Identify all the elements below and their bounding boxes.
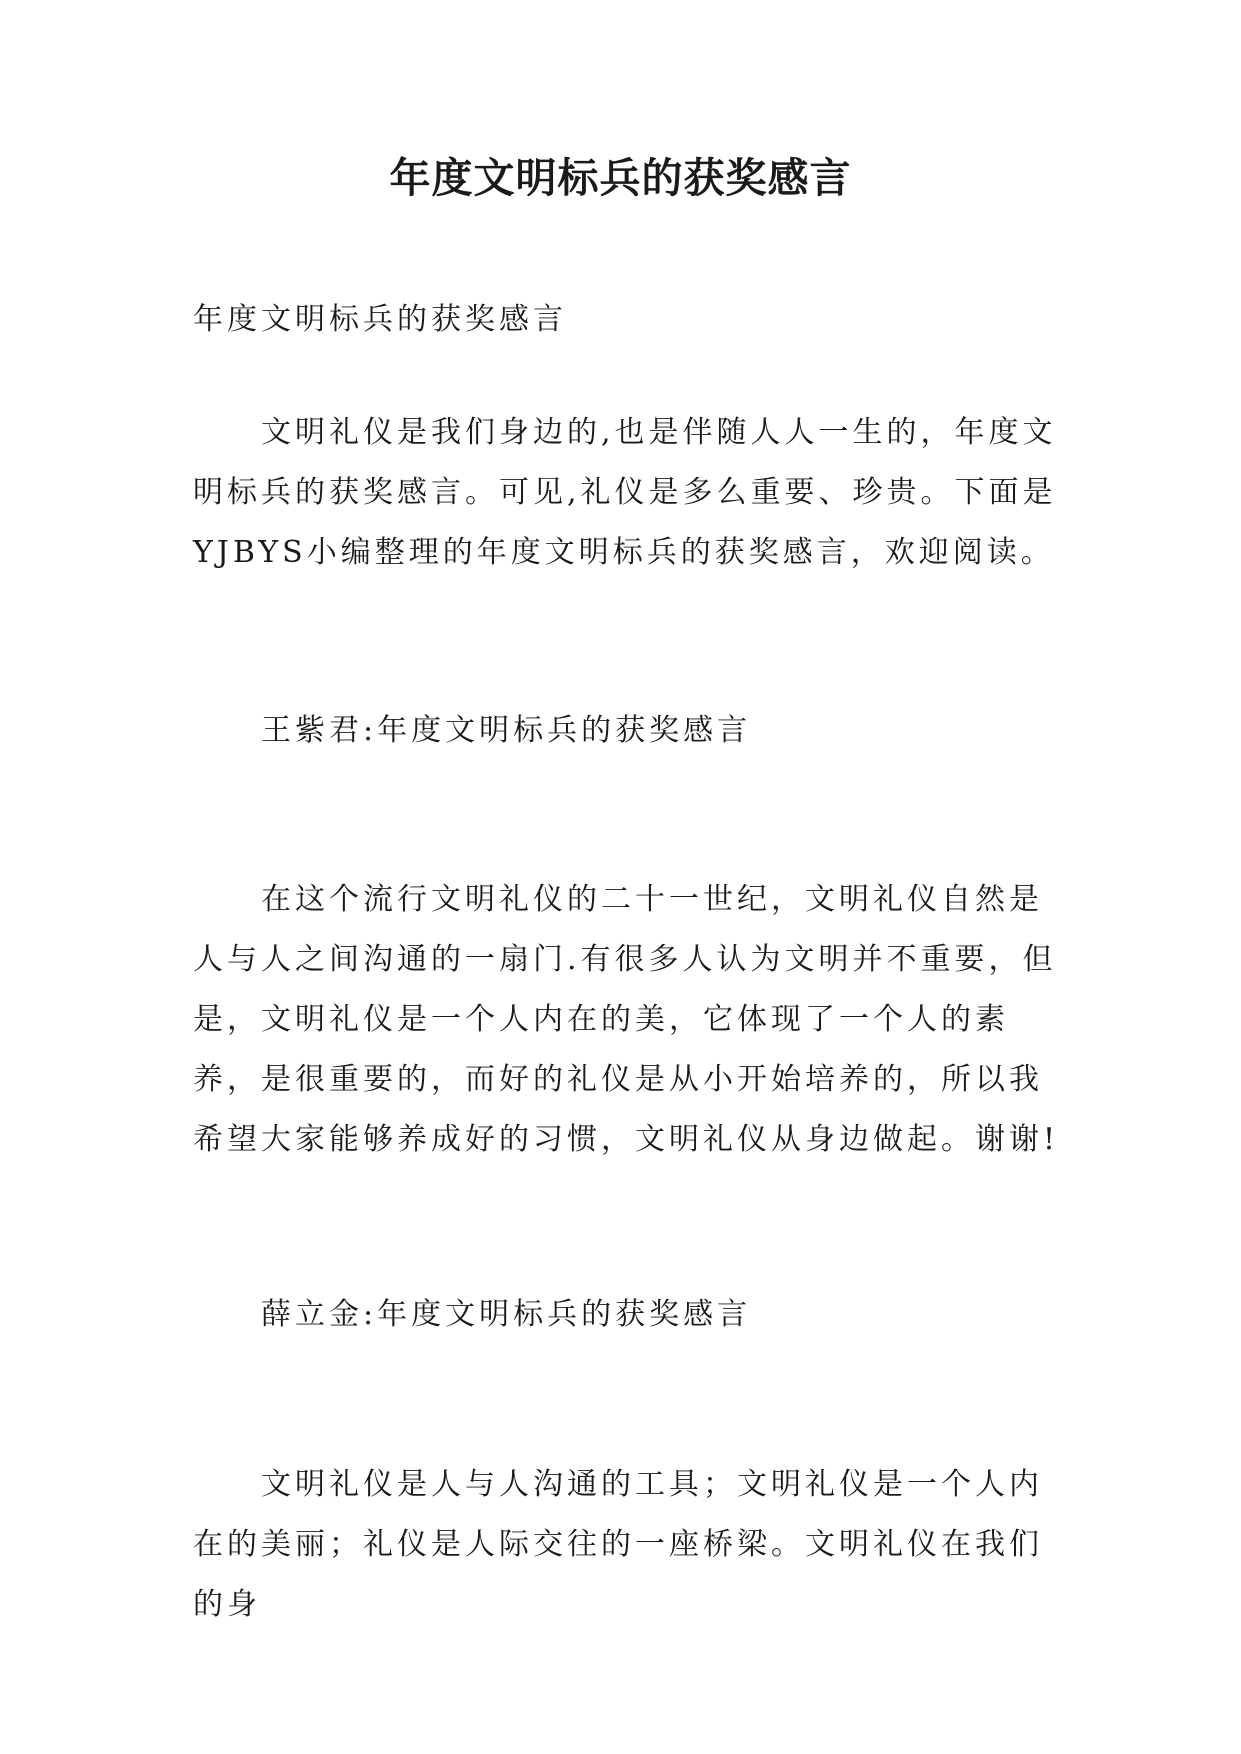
- section-heading-wang: 王紫君:年度文明标兵的获奖感言: [261, 713, 752, 748]
- section-body-wang: 在这个流行文明礼仪的二十一世纪，文明礼仪自然是人与人之间沟通的一扇门.有很多人认为文明并不重要，但是，文明礼仪是一个人内在的美，它体现了一个人的素养，是很重要的，而好的礼仪是从小开始培养的，所以我希望大家能够养成好的习惯，文明礼仪从身边做起。谢谢!: [193, 882, 1060, 1157]
- document-title: 年度文明标兵的获奖感言: [389, 154, 852, 202]
- section-body-xue: 文明礼仪是人与人沟通的工具；文明礼仪是一个人内在的美丽；礼仪是人际交往的一座桥梁。文明礼仪在我们的身: [193, 1467, 1043, 1622]
- document-subtitle: 年度文明标兵的获奖感言: [193, 302, 567, 337]
- section-heading-xue: 薛立金:年度文明标兵的获奖感言: [261, 1297, 752, 1332]
- intro-paragraph: 文明礼仪是我们身边的,也是伴随人人一生的，年度文明标兵的获奖感言。可见,礼仪是多么重要、珍贵。下面是YJBYS小编整理的年度文明标兵的获奖感言，欢迎阅读。: [193, 415, 1057, 570]
